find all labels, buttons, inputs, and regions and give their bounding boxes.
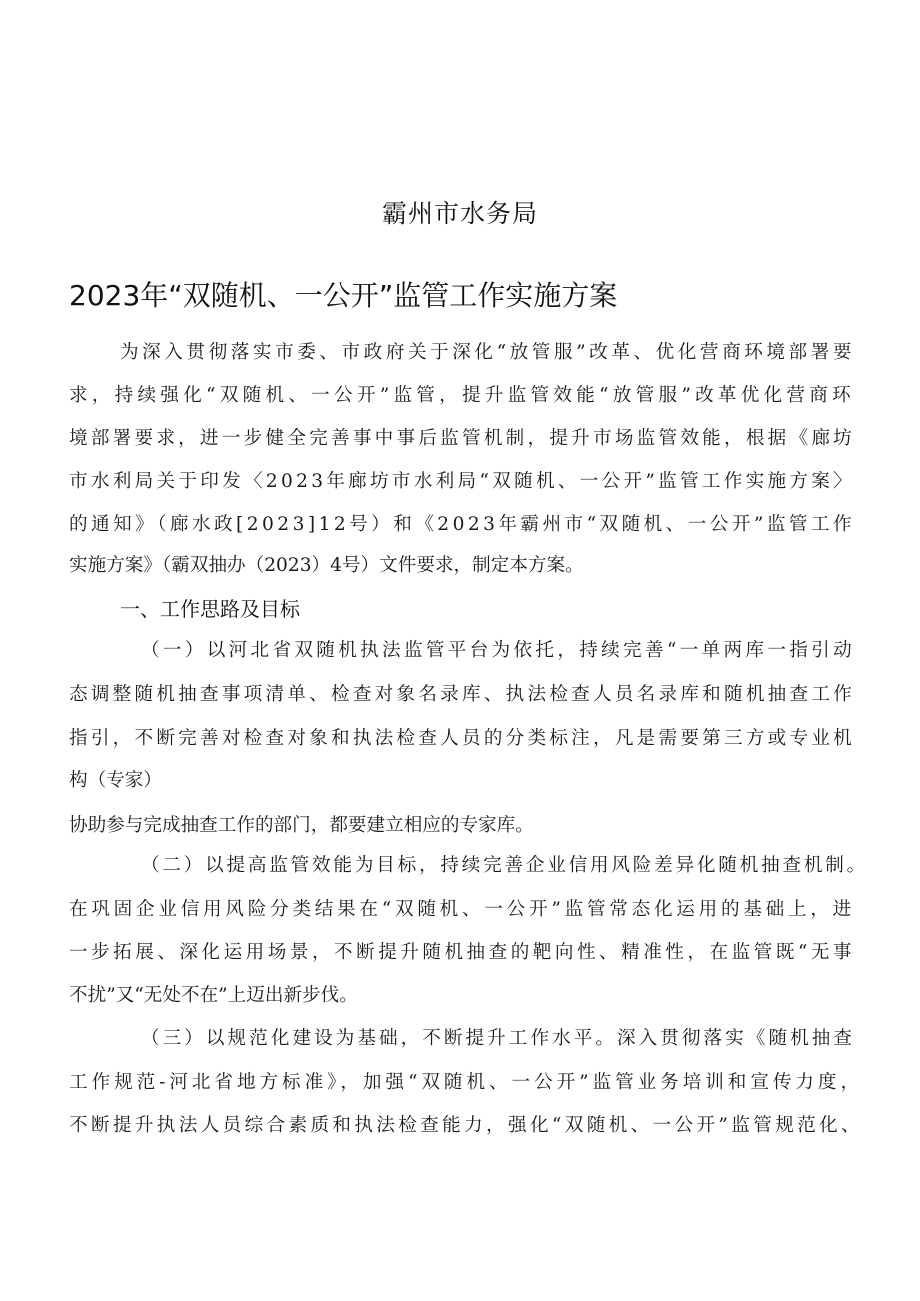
intro-line: 市水利局关于印发〈2023年廊坊市水利局“双随机、一公开”监管工作实施方案〉: [69, 471, 855, 492]
intro-line: 为深入贯彻落实市委、市政府关于深化“放管服”改革、优化营商环境部署要: [120, 342, 855, 363]
intro-line: 求，持续强化“双随机、一公开”监管，提升监管效能“放管服”改革优化营商环: [69, 385, 855, 406]
intro-line: 实施方案》（霸双抽办（2023）4号）文件要求，制定本方案。: [69, 555, 584, 576]
para3-line: （三）以规范化建设为基础，不断提升工作水平。深入贯彻落实《随机抽查: [141, 1028, 855, 1049]
section-heading: 一、工作思路及目标: [120, 597, 300, 621]
intro-line: 的通知》（廊水政[2023]12号）和《2023年霸州市“双随机、一公开”监管工作: [69, 514, 855, 535]
para3-line: 工作规范-河北省地方标准》，加强“双随机、一公开”监管业务培训和宣传力度，: [69, 1072, 863, 1093]
para2-line: （二）以提高监管效能为目标，持续完善企业信用风险差异化随机抽查机制。: [141, 855, 868, 876]
para1-line: 指引，不断完善对检查对象和执法检查人员的分类标注，凡是需要第三方或专业机: [69, 728, 855, 749]
para2-line: 一步拓展、深化运用场景，不断提升随机抽查的靶向性、精准性，在监管既“无事: [69, 942, 855, 963]
para2-line: 不扰”又“无处不在”上迈出新步伐。: [69, 985, 358, 1006]
para1-line: 态调整随机抽查事项清单、检查对象名录库、执法检查人员名录库和随机抽查工作: [69, 684, 855, 705]
org-title: 霸州市水务局: [381, 199, 538, 228]
para1-line: （一）以河北省双随机执法监管平台为依托，持续完善“一单两库一指引动: [141, 640, 855, 661]
intro-line: 境部署要求，进一步健全完善事中事后监管机制，提升市场监管效能，根据《廊坊: [69, 428, 855, 449]
para3-line: 不断提升执法人员综合素质和执法检查能力，强化“双随机、一公开”监管规范化、: [69, 1115, 863, 1136]
para1-line: 协助参与完成抽查工作的部门，都要建立相应的专家库。: [69, 815, 534, 836]
main-title: 2023年“双随机、一公开”监管工作实施方案: [69, 279, 618, 312]
para2-line: 在巩固企业信用风险分类结果在“双随机、一公开”监管常态化运用的基础上，进: [69, 899, 855, 920]
para1-line: 构（专家）: [69, 770, 162, 791]
